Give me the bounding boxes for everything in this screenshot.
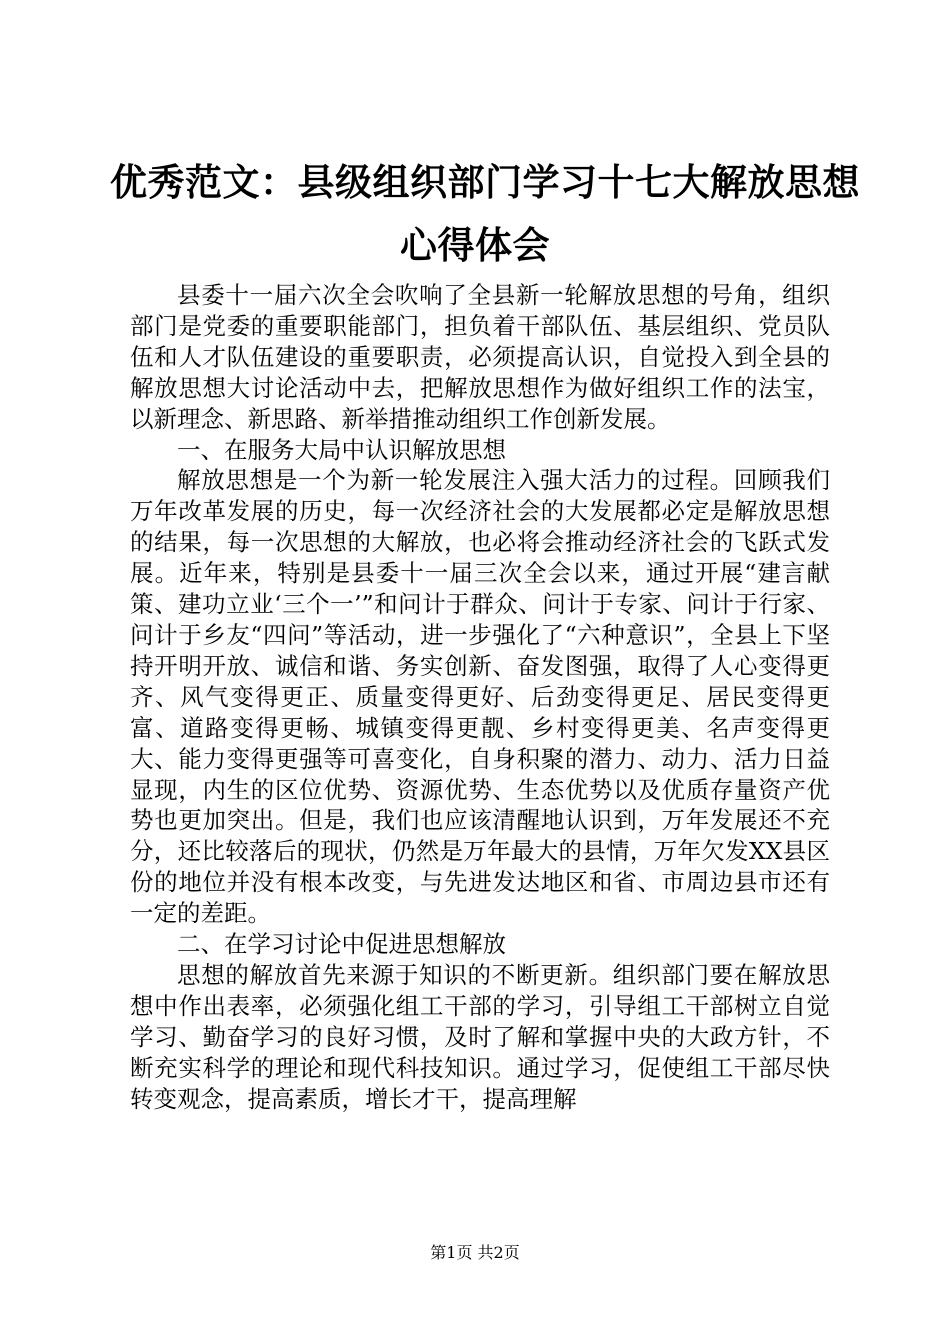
paragraph-section-1: 解放思想是一个为新一轮发展注入强大活力的过程。回顾我们万年改革发展的历史，每一次经济社会的大发展都必定是解放思想的结果，每一次思想的大解放，也必将会推动经济社会的飞跃式发展。近年来，特别是县委十一届三次全会以来，通过开展“建言献策、建功立业‘三个一’”和问计于群众、问计于专家、问计于行家、问计于乡友“四问”等活动，进一步强化了“六种意识”，全县上下坚持开明开放、诚信和谐、务实创新、奋发图强，取得了人心变得更齐、风气变得更正、质量变得更好、后劲变得更足、居民变得更富、道路变得更畅、城镇变得更靓、乡村变得更美、名声变得更大、能力变得更强等可喜变化，自身积聚的潜力、动力、活力日益显现，内生的区位优势、资源优势、生态优势以及优质存量资产优势也更加突出。但是，我们也应该清醒地认识到，万年发展还不充分，还比较落后的现状，仍然是万年最大的县情，万年欠发XX县区份的地位并没有根本改变，与先进发达地区和省、市周边县市还有一定的差距。	[130, 466, 830, 928]
document-title-line-2: 心得体会	[400, 223, 550, 267]
paragraph-intro: 县委十一届六次全会吹响了全县新一轮解放思想的号角，组织部门是党委的重要职能部门，担负着干部队伍、基层组织、党员队伍和人才队伍建设的重要职责，必须提高认识，自觉投入到全县的解放思想大讨论活动中去，把解放思想作为做好组织工作的法宝，以新理念、新思路、新举措推动组织工作创新发展。	[130, 281, 830, 433]
document-title-line-1: 优秀范文：县级组织部门学习十七大解放思想	[110, 160, 860, 204]
paragraph-section-2: 思想的解放首先来源于知识的不断更新。组织部门要在解放思想中作出表率，必须强化组工干部的学习，引导组工干部树立自觉学习、勤奋学习的良好习惯，及时了解和掌握中央的大政方针，不断充实科学的理论和现代科技知识。通过学习，促使组工干部尽快转变观念，提高素质，增长才干，提高理解	[130, 960, 830, 1113]
page-footer: 第1页 共2页	[430, 1243, 520, 1262]
section-heading-1: 一、在服务大局中认识解放思想	[177, 435, 506, 464]
section-heading-2: 二、在学习讨论中促进思想解放	[177, 930, 506, 959]
document-body	[130, 280, 830, 1114]
